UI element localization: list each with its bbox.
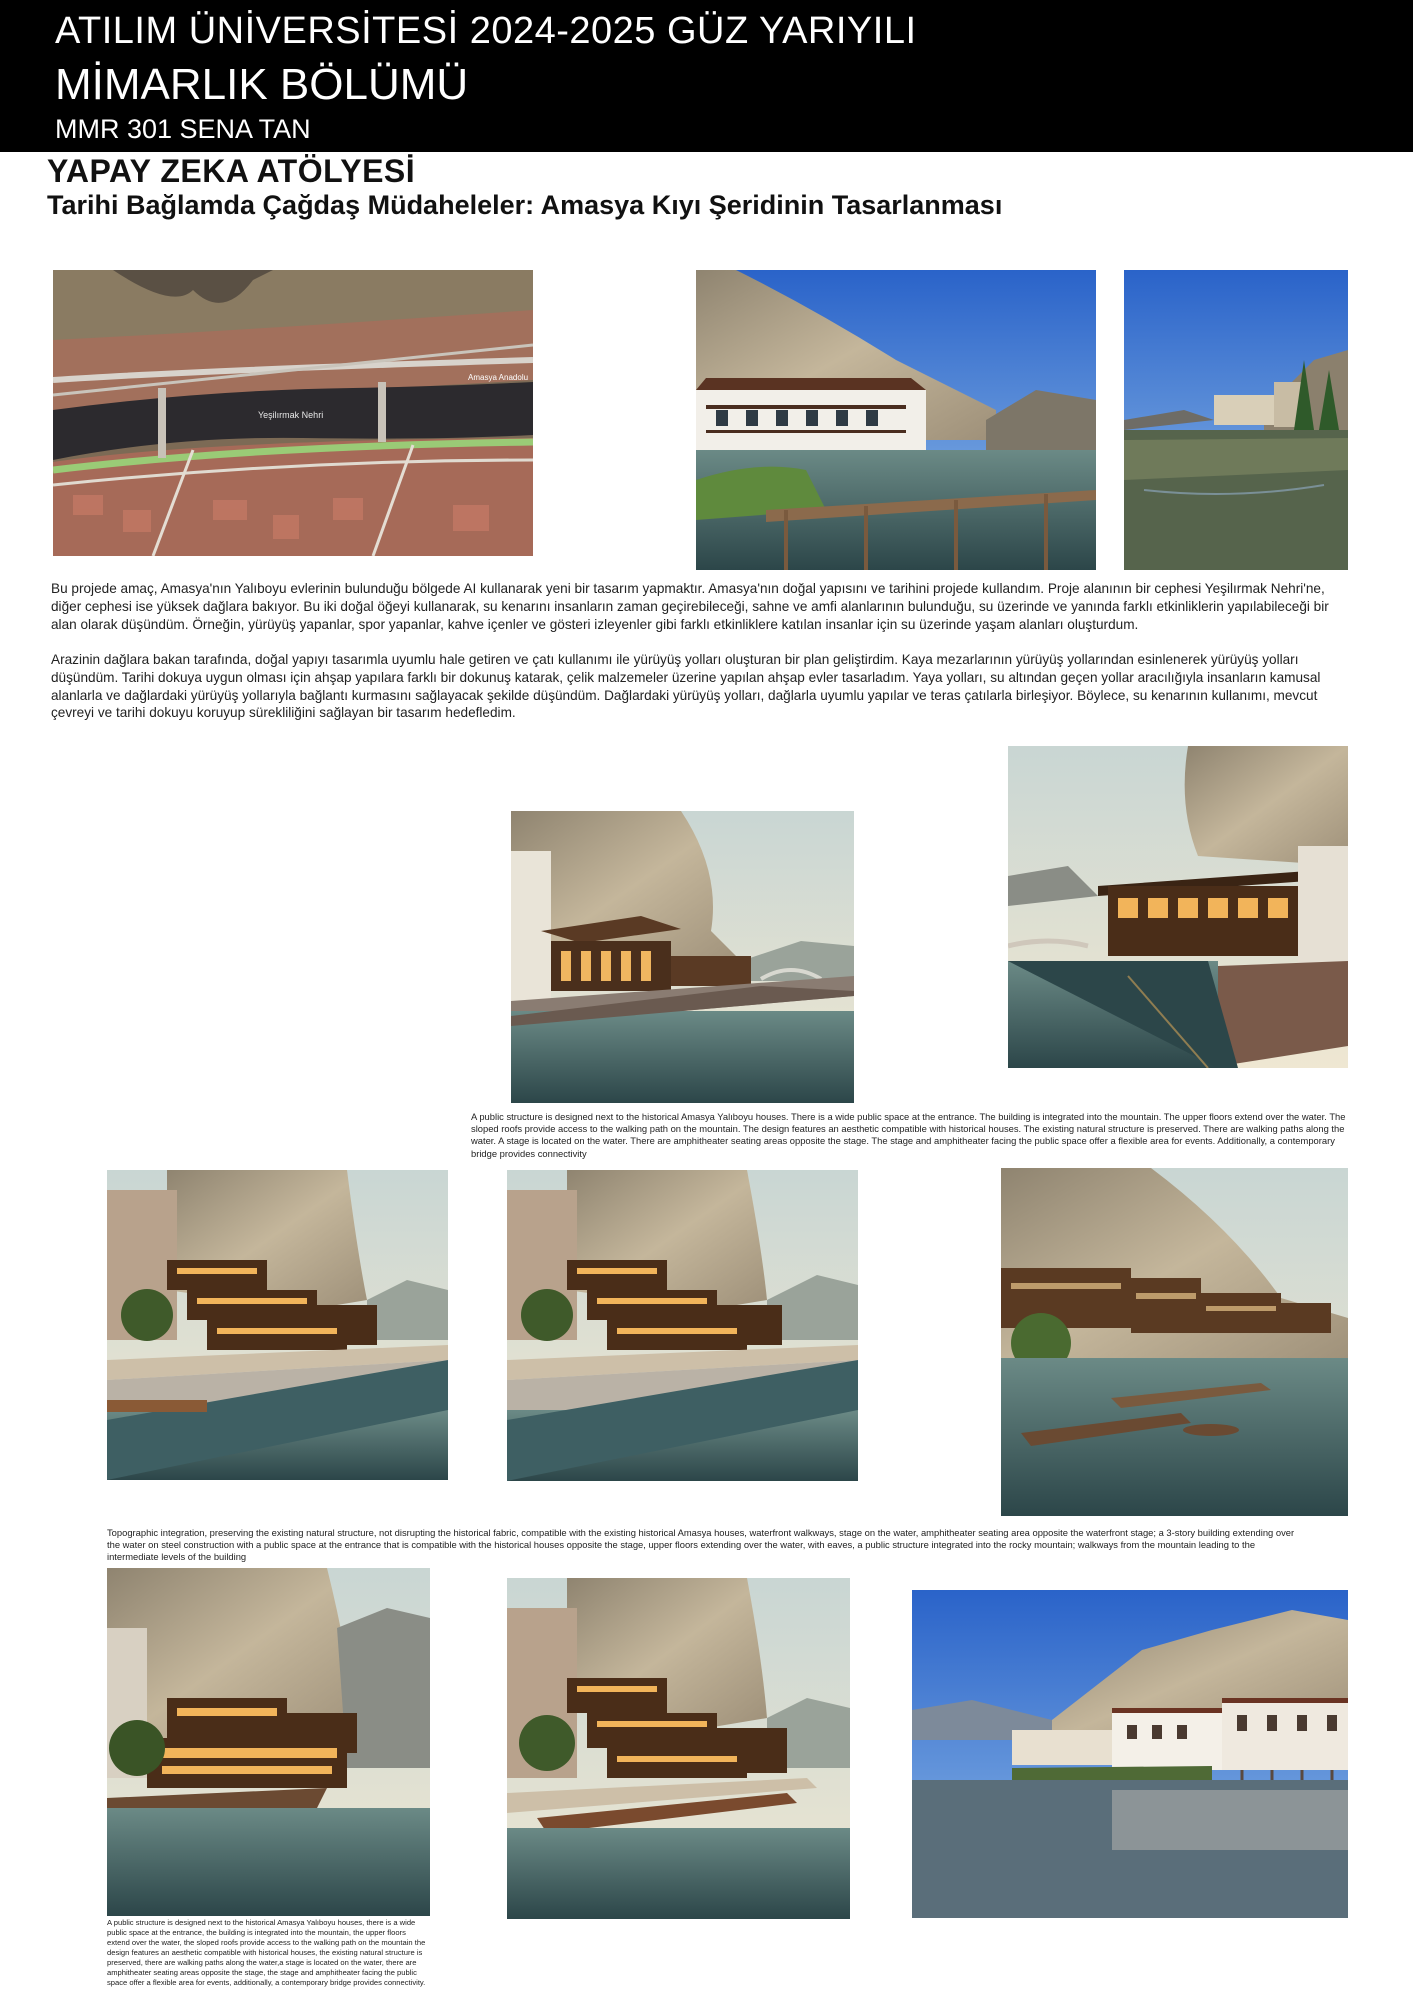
project-subtitle: Tarihi Bağlamda Çağdaş Müdaheleler: Amasya Kıyı Şeridinin Tasarlanması: [47, 190, 1003, 220]
photo-yaliboyu-houses: [696, 270, 1096, 570]
render-7-terraced: [507, 1578, 850, 1919]
render-3-terraced: [107, 1170, 448, 1480]
caption-render-row-2: Topographic integration, preserving the existing natural structure, not disrupting the historical fabric, compatible with the existing historical Amasya houses, waterfront walkways, stage on the water, amphitheater seating area opposite the waterfront stage; a 3-story building extending over the water on steel construction with a public space at the entrance that is compatible with the historical houses opposite the stage, upper floors extending over the water, with eaves, a public structure integrated into the rocky mountain; walkways from the mountain leading to the intermediate levels of the building: [107, 1527, 1295, 1563]
course-author: MMR 301 SENA TAN: [55, 114, 311, 144]
university-title: ATILIM ÜNİVERSİTESİ 2024-2025 GÜZ YARIYILI: [55, 10, 917, 52]
description-paragraph-2: Arazinin dağlara bakan tarafında, doğal yapıyı tasarımla uyumlu hale getiren ve çatı kullanımı ile yürüyüş yolları oluşturan bir plan geliştirdim. Kaya mezarlarının yürüyüş yollarından esinlenerek yürüyüş yolları düşündüm. Tarihi dokuya uygun olması için ahşap yapılara farklı bir dokunuş katarak, çelik malzemeler üzerine yapılan ahşap evler tasarladım. Yaya yolları, su altından geçen yollar aracılığıyla insanların kamusal alanlarla ve dağlardaki yürüyüş yollarıyla bağlantı kurmasını sağlayacak şekilde düşündüm. Dağlardaki yürüyüş yolları, dağlarla uyumlu yapılar ve teras çatılarla birleşiyor. Böylece, su kenarının kullanımı, mevcut çevreyi ve tarihi dokuyu koruyup sürekliliğini sağlayan bir tasarım hedefledim.: [51, 652, 1321, 721]
caption-render-row-3: A public structure is designed next to the historical Amasya Yalıboyu houses, there is a wide public space at the entrance, the building is integrated into the mountain, the upper floors extend over the water, the sloped roofs provide access to the walking path on the mountain the design features an aesthetic compatible with historical houses, the existing natural structure is preserved, there are walking paths along the water,a stage is located on the water, there are amphitheater seating areas opposite the stage, the stage and amphitheater facing the public space offer a flexible area for events, additionally, a contemporary bridge provides connectivity.: [107, 1918, 426, 1987]
map-poi-label: Amasya Anadolu: [468, 373, 529, 382]
description-paragraph-1: Bu projede amaç, Amasya'nın Yalıboyu evlerinin bulunduğu bölgede AI kullanarak yeni bir tasarım yapmaktır. Amasya'nın doğal yapısını ve tarihini projede kullandım. Proje alanının bir cephesi Yeşilırmak Nehri'ne, diğer cephesi ise yüksek dağlara bakıyor. Bu iki doğal öğeyi kullanarak, su kenarını insanların zaman geçirebileceği, sahne ve amfi alanlarının bulunduğu, su üzerinde ve yanında farklı etkinliklerin yapılabileceği bir alan olarak düşündüm. Örneğin, yürüyüş yapanlar, spor yapanlar, kahve içenler ve gösteri izleyenler gibi farklı etkinliklere katılan insanlar için su üzerinde yaşam alanları oluşturdum.: [51, 581, 1329, 632]
photo-yaliboyu-reflection: [912, 1590, 1348, 1918]
render-5-over-water: [1001, 1168, 1348, 1516]
map-river-label: Yeşilırmak Nehri: [258, 410, 324, 420]
workshop-title: YAPAY ZEKA ATÖLYESİ: [47, 153, 416, 189]
satellite-map: [53, 270, 533, 556]
photo-river-town: [1124, 270, 1348, 570]
caption-render-row-1: A public structure is designed next to the historical Amasya Yalıboyu houses. There is a wide public space at the entrance. The building is integrated into the mountain. The upper floors extend over the water. The sloped roofs provide access to the walking path on the mountain. The design features an aesthetic compatible with historical houses. The existing natural structure is preserved. There are walking paths along the water. A stage is located on the water. There are amphitheater seating areas opposite the stage. The stage and amphitheater facing the public space offer a flexible area for events. Additionally, a contemporary bridge provides connectivity: [471, 1111, 1346, 1159]
render-4-terraced: [507, 1170, 858, 1481]
render-6-cliffside: [107, 1568, 430, 1916]
render-1-waterfront: [511, 811, 854, 1103]
render-2-evening: [1008, 746, 1348, 1068]
department-title: MİMARLIK BÖLÜMÜ: [55, 60, 469, 109]
